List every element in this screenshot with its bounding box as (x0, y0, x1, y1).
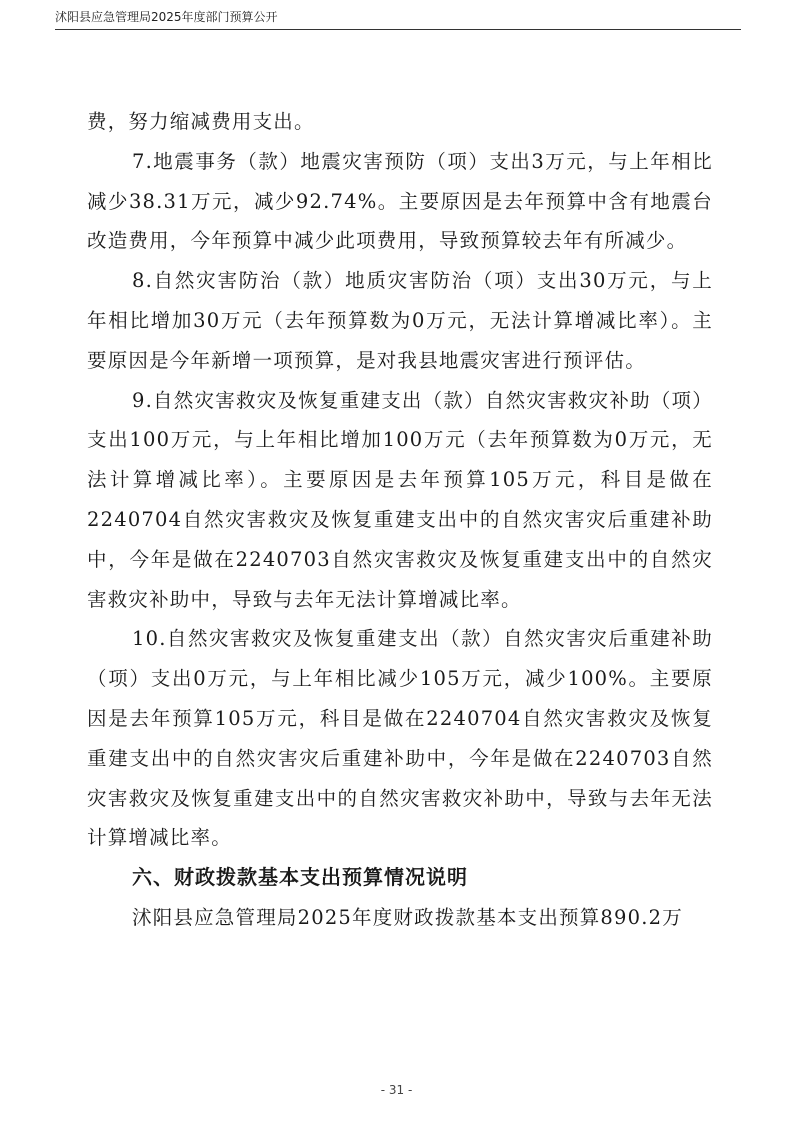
header-divider (55, 29, 741, 30)
running-header: 沭阳县应急管理局2025年度部门预算公开 (55, 10, 278, 24)
paragraph-item-10: 10.自然灾害救灾及恢复重建支出（款）自然灾害灾后重建补助（项）支出0万元，与上年相比减少105万元，减少100%。主要原因是去年预算105万元，科目是做在2240704自然灾害救灾及恢复重建支出中的自然灾害灾后重建补助中，今年是做在2240703自然灾害救灾及恢复重建支出中的自然灾害救灾补助中，导致与去年无法计算增减比率。 (87, 627, 713, 850)
paragraph-item-7: 7.地震事务（款）地震灾害预防（项）支出3万元，与上年相比减少38.31万元，减少92.74%。主要原因是去年预算中含有地震台改造费用，今年预算中减少此项费用，导致预算较去年有所减少。 (87, 149, 713, 253)
section-heading: 六、财政拨款基本支出预算情况说明 (132, 865, 468, 890)
document-body (87, 102, 713, 938)
paragraph-item-8: 8.自然灾害防治（款）地质灾害防治（项）支出30万元，与上年相比增加30万元（去年预算数为0万元，无法计算增减比率）。主要原因是今年新增一项预算，是对我县地震灾害进行预评估。 (87, 269, 713, 372)
paragraph-basic-expenditure: 沭阳县应急管理局2025年度财政拨款基本支出预算890.2万 (132, 905, 683, 929)
paragraph-continued: 费，努力缩减费用支出。 (87, 110, 315, 133)
page-number: - 31 - (380, 1083, 413, 1097)
paragraph-item-9: 9.自然灾害救灾及恢复重建支出（款）自然灾害救灾补助（项）支出100万元，与上年相比增加100万元（去年预算数为0万元，无法计算增减比率）。主要原因是去年预算105万元，科目是做在2240704自然灾害救灾及恢复重建支出中的自然灾害灾后重建补助中，今年是做在2240703自然灾害救灾及恢复重建支出中的自然灾害救灾补助中，导致与去年无法计算增减比率。 (87, 388, 713, 611)
